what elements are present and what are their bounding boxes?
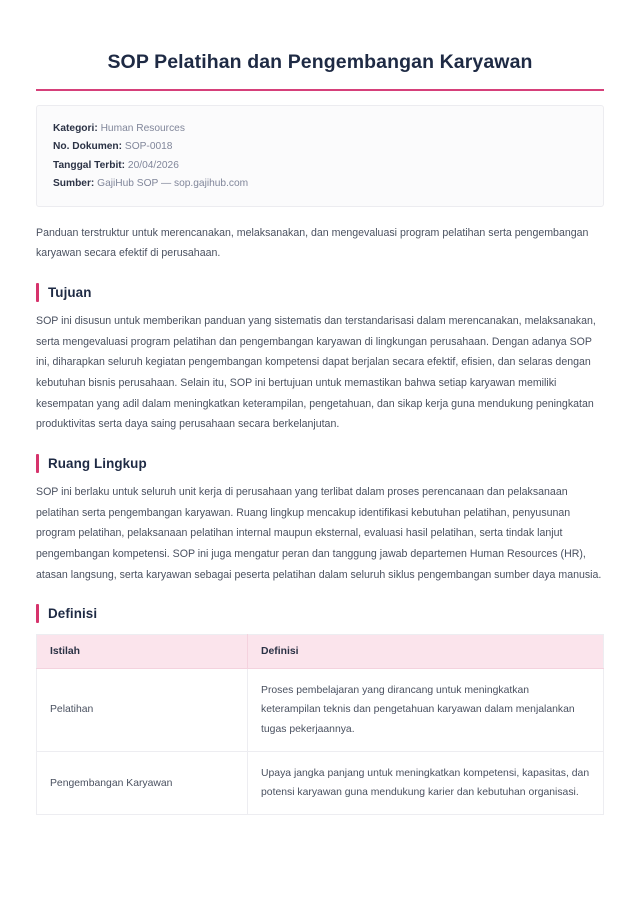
definisi-table-body [37, 669, 604, 815]
section-title-ruang-lingkup: Ruang Lingkup [48, 455, 147, 471]
metadata-value-tanggal-terbit: 20/04/2026 [127, 159, 179, 171]
section-ruang-lingkup [36, 454, 604, 585]
metadata-label-no-dokumen: No. Dokumen: [53, 141, 123, 153]
section-body-ruang-lingkup: SOP ini berlaku untuk seluruh unit kerja di perusahaan yang terlibat dalam proses perencanaan dan pelaksanaan pelatihan serta pengembangan karyawan. Ruang lingkup mencakup identifikasi kebutuhan pelatihan, penyusunan program pelatihan, pelaksanaan pelatihan internal maupun eksternal, evaluasi hasil pelatihan, serta tindak lanjut pengembangan kompetensi. SOP ini juga mengatur peran dan tanggung jawab departemen Human Resources (HR), atasan langsung, serta karyawan sebagai peserta pelatihan dalam seluruh siklus pengembangan sumber daya manusia. [36, 485, 602, 581]
metadata-label-sumber: Sumber: [53, 178, 95, 190]
table-row [37, 669, 604, 752]
title-divider [36, 89, 604, 91]
metadata-row-tanggal-terbit [53, 157, 587, 176]
cell-definisi: Proses pembelajaran yang dirancang untuk meningkatkan keterampilan teknis dan pengetahuan karyawan dalam menjalankan tugas pekerjaannya. [248, 669, 604, 752]
section-tujuan [36, 283, 604, 435]
metadata-row-kategori [53, 119, 587, 138]
definisi-table-head [37, 635, 604, 669]
column-header-definisi: Definisi [248, 635, 604, 669]
metadata-row-no-dokumen [53, 138, 587, 157]
cell-istilah: Pelatihan [37, 669, 248, 752]
section-title-definisi: Definisi [48, 606, 98, 622]
accent-bar-icon [36, 604, 39, 623]
section-heading-tujuan [36, 283, 604, 302]
metadata-row-sumber [53, 175, 587, 194]
metadata-value-sumber: GajiHub SOP — sop.gajihub.com [97, 178, 249, 190]
document-metadata-box [36, 105, 604, 206]
section-title-tujuan: Tujuan [48, 284, 92, 300]
column-header-istilah: Istilah [37, 635, 248, 669]
metadata-value-kategori: Human Resources [100, 122, 185, 134]
cell-istilah: Pengembangan Karyawan [37, 751, 248, 815]
section-heading-ruang-lingkup [36, 454, 604, 473]
metadata-label-kategori: Kategori: [53, 122, 98, 134]
accent-bar-icon [36, 454, 39, 473]
table-row [37, 751, 604, 815]
accent-bar-icon [36, 283, 39, 302]
section-definisi [36, 604, 604, 815]
page-title: SOP Pelatihan dan Pengembangan Karyawan [107, 51, 533, 73]
cell-definisi: Upaya jangka panjang untuk meningkatkan kompetensi, kapasitas, dan potensi karyawan guna mendukung karier dan kebutuhan organisasi. [248, 751, 604, 815]
definisi-table [36, 634, 604, 815]
metadata-label-tanggal-terbit: Tanggal Terbit: [53, 159, 126, 171]
metadata-value-no-dokumen: SOP-0018 [124, 141, 173, 153]
intro-paragraph: Panduan terstruktur untuk merencanakan, melaksanakan, dan mengevaluasi program pelatihan serta pengembangan karyawan secara efektif di perusahaan. [36, 226, 589, 260]
table-header-row [37, 635, 604, 669]
section-heading-definisi [36, 604, 604, 623]
section-body-tujuan: SOP ini disusun untuk memberikan panduan yang sistematis dan terstandarisasi dalam merencanakan, melaksanakan, serta mengevaluasi program pelatihan dan pengembangan karyawan di lingkungan perusahaan. Dengan adanya SOP ini, diharapkan seluruh kegiatan pengembangan kompetensi dapat berjalan secara efektif, efisien, dan selaras dengan kebutuhan bisnis perusahaan. Selain itu, SOP ini bertujuan untuk memastikan bahwa setiap karyawan memiliki kesempatan yang adil dalam meningkatkan keterampilan, pengetahuan, dan sikap kerja guna mendukung peningkatan produktivitas serta daya saing perusahaan secara berkelanjutan. [36, 314, 596, 431]
